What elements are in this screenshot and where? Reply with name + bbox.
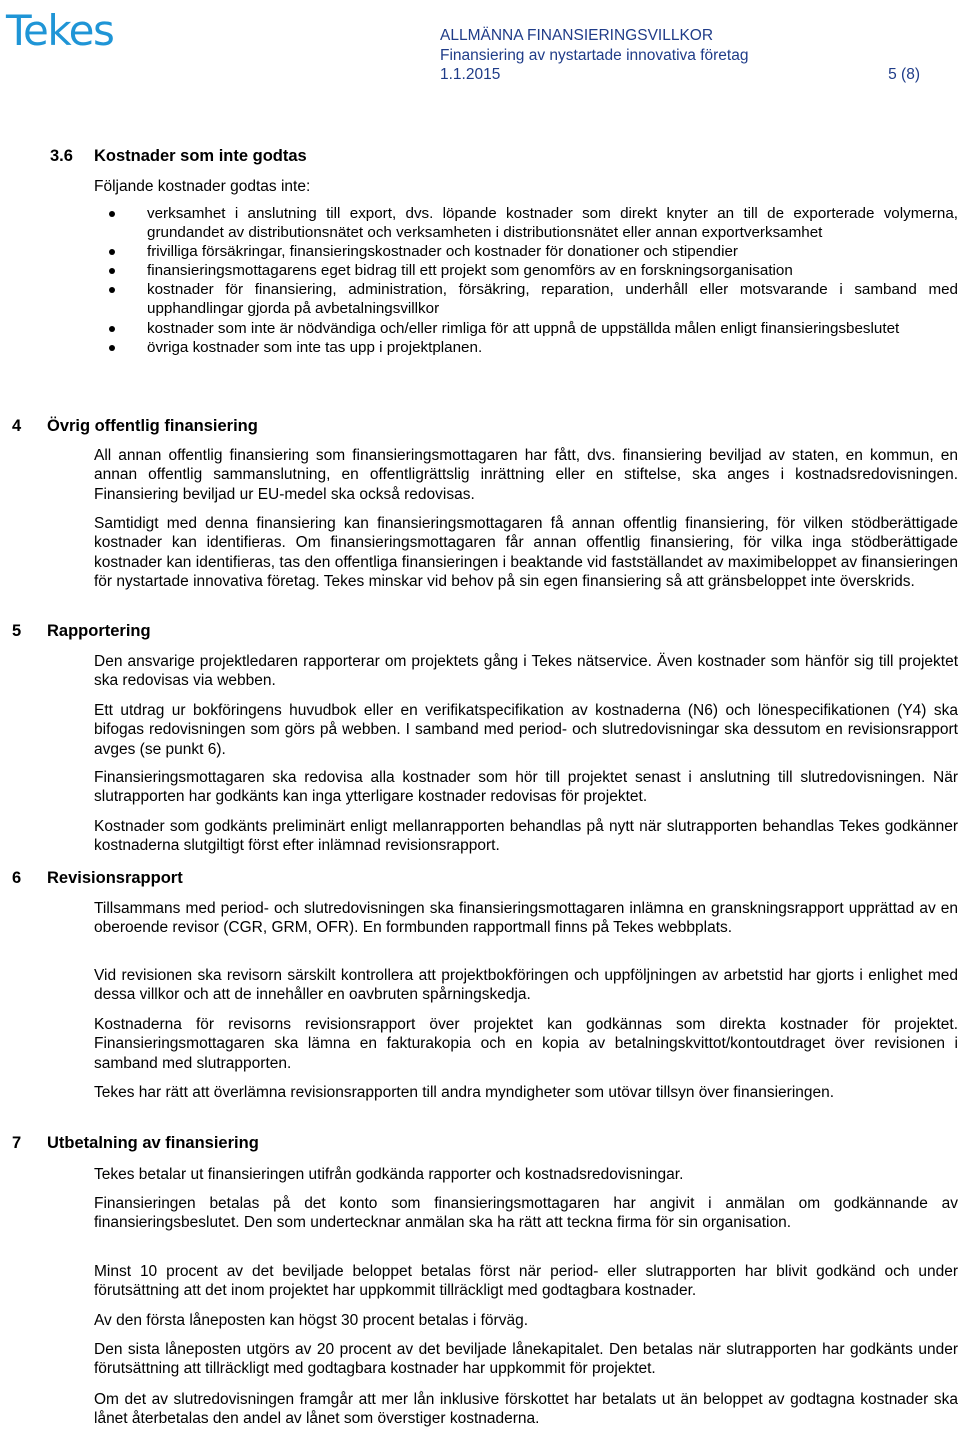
tekes-logo: Tekes <box>6 6 114 55</box>
list-item: verksamhet i anslutning till export, dvs. löpande kostnader som direkt knyter an till de exporterade volymerna, grundandet av distributionsnätet och verksamheten i distributionsnätet eller annan exportverksamhet <box>104 204 958 242</box>
list-item: kostnader för finansiering, administration, försäkring, reparation, underhåll eller motsvarande i samband med upphandlingar gjorda på avbetalningsvillkor <box>104 280 958 318</box>
section-number: 6 <box>12 869 22 887</box>
bullet-icon <box>109 249 115 255</box>
excluded-costs-list <box>104 204 958 357</box>
paragraph: Tekes betalar ut finansieringen utifrån godkända rapporter och kostnadsredovisningar. <box>94 1166 684 1183</box>
document-date: 1.1.2015 <box>440 66 501 83</box>
paragraph: Samtidigt med denna finansiering kan finansieringsmottagaren få annan offentlig finansiering, för vilken stödberättigade kostnader kan identifieras. Om finansieringsmottagaren får annan offentlig finansiering, för vilka inga stödberättigade kostnader kan identifieras, tas den offentliga finansieringen i beaktande vid fastställandet av maximibeloppet av finansieringen för nystartade innovativa företag. Tekes minskar vid behov på sin egen finansiering så att gränsbeloppet inte överskrids. <box>94 515 958 590</box>
section-title: Rapportering <box>47 622 151 640</box>
paragraph: Vid revisionen ska revisorn särskilt kontrollera att projektbokföringen och uppföljningen av arbetstid har gjorts i enlighet med dessa villkor och att de innehåller en oavbruten spårningskedja. <box>94 967 958 1004</box>
paragraph: Tekes har rätt att överlämna revisionsrapporten till andra myndigheter som utövar tillsyn över finansieringen. <box>94 1084 835 1101</box>
document-title: ALLMÄNNA FINANSIERINGSVILLKOR <box>440 27 714 44</box>
section-title: Kostnader som inte godtas <box>94 147 307 165</box>
section-3-6-heading <box>50 146 307 166</box>
paragraph: Kostnader som godkänts preliminärt enligt mellanrapporten behandlas på nytt när slutrapporten behandlas Tekes godkänner kostnaderna slutgiltigt först efter inlämnad revisionsrapport. <box>94 818 958 855</box>
paragraph: Finansieringen betalas på det konto som finansieringsmottagaren har angivit i anmälan om godkännande av finansieringsbeslutet. Den som undertecknar anmälan ska ha rätt att teckna firma för sin organisation. <box>94 1195 958 1232</box>
paragraph: Finansieringsmottagaren ska redovisa alla kostnader som hör till projektet senast i anslutning till slutredovisningen. När slutrapporten har godkänts kan inga ytterligare kostnader redovisas för projektet. <box>94 769 958 806</box>
paragraph: Kostnaderna för revisorns revisionsrapport över projektet kan godkännas som direkta kostnader för projektet. Finansieringsmottagaren ska lämna en fakturakopia och en kopia av betalningskvittot/kontoutdraget över revisionen i samband med slutrapporten. <box>94 1016 958 1072</box>
bullet-icon <box>109 326 115 332</box>
paragraph: Minst 10 procent av det beviljade beloppet betalas först när period- eller slutrapporten har blivit godkänd och under förutsättning att det inom projektet har uppkommit tillräckligt med godtagbara kostnader. <box>94 1263 958 1300</box>
section-4-heading <box>12 416 258 436</box>
section-6-heading <box>12 868 183 888</box>
section-number: 3.6 <box>50 147 73 165</box>
date-page-row <box>440 65 920 85</box>
paragraph: Om det av slutredovisningen framgår att mer lån inklusive förskottet har betalats ut än beloppet av godtagna kostnader ska lånet återbetalas den andel av lånet som överstiger kostnaderna. <box>94 1391 958 1428</box>
paragraph: Tillsammans med period- och slutredovisningen ska finansieringsmottagaren inlämna en granskningsrapport upprättad av en oberoende revisor (CGR, GRM, OFR). En formbunden rapportmall finns på Tekes webbplats. <box>94 900 958 937</box>
paragraph: Den ansvarige projektledaren rapporterar om projektets gång i Tekes nätservice. Även kostnader som hänför sig till projektet ska redovisas via webben. <box>94 653 958 690</box>
bullet-icon <box>109 268 115 274</box>
bullet-icon <box>109 287 115 293</box>
list-item: övriga kostnader som inte tas upp i projektplanen. <box>104 338 958 357</box>
bullet-icon <box>109 345 115 351</box>
section-number: 4 <box>12 417 22 435</box>
section-5-heading <box>12 621 151 641</box>
section-title: Övrig offentlig finansiering <box>47 417 258 435</box>
section-3-6-intro: Följande kostnader godtas inte: <box>94 178 311 195</box>
bullet-icon <box>109 211 115 217</box>
paragraph: Ett utdrag ur bokföringens huvudbok eller en verifikatspecifikation av kostnaderna (N6) och lönespecifikationen (Y4) ska bifogas redovisningen som görs på webben. I samband med period- och slutredovisningar ska dessutom en revisionsrapport avges (se punkt 6). <box>94 702 958 758</box>
paragraph: All annan offentlig finansiering som finansieringsmottagaren har fått, dvs. finansiering beviljad av staten, en kommun, en annan offentlig sammanslutning, en offentligrättslig inrättning eller en stiftelse, ska anges i kostnadsredovisningen. Finansiering beviljad ur EU-medel ska också redovisas. <box>94 447 958 503</box>
paragraph: Av den första låneposten kan högst 30 procent betalas i förväg. <box>94 1312 528 1329</box>
section-number: 5 <box>12 622 22 640</box>
section-title: Utbetalning av finansiering <box>47 1134 259 1152</box>
paragraph: Den sista låneposten utgörs av 20 procent av det beviljade lånekapitalet. Den betalas när slutrapporten har godkänts under förutsättning att tillräckligt med godtagbara kostnader har uppkommit för projektet. <box>94 1341 958 1378</box>
list-item: kostnader som inte är nödvändiga och/eller rimliga för att uppnå de uppställda målen enligt finansieringsbeslutet <box>104 319 958 338</box>
page-number: 5 (8) <box>888 66 920 83</box>
document-subtitle: Finansiering av nystartade innovativa företag <box>440 46 749 64</box>
list-item: finansieringsmottagarens eget bidrag till ett projekt som genomförs av en forskningsorganisation <box>104 261 958 280</box>
list-item: frivilliga försäkringar, finansieringskostnader och kostnader för donationer och stipendier <box>104 242 958 261</box>
section-7-heading <box>12 1133 259 1153</box>
section-title: Revisionsrapport <box>47 869 183 887</box>
section-number: 7 <box>12 1134 22 1152</box>
document-header <box>440 26 920 85</box>
